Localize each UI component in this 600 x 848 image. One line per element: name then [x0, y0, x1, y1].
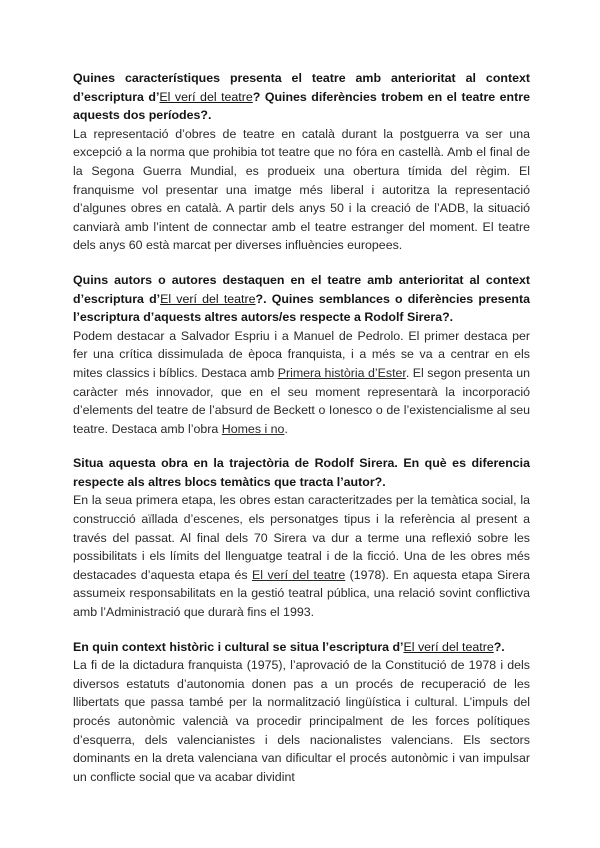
answer-text: La fi de la dictadura franquista (1975), l’aprovació de la Constitució de 1978 i dels diversos estatuts d’autonomia donen pas a un procés de recuperació de les llibertats que passa també per la normalització lingüística i cultural. L’impuls del procés autonòmic valencià va procedir principalment de les forces polítiques d’esquerra, dels valencianistes i dels nacionalistes valencians. Els sectors dominants en la dreta valenciana van dificultar el procés autonòmic i van impulsar un conflicte social que va acabar dividint [73, 658, 530, 784]
question-4 [73, 638, 530, 657]
question-1 [73, 69, 530, 125]
question-text: ? Quines diferències trobem en el teatre entre aquests dos períodes?. [73, 89, 530, 123]
title-underlined: El verí del teatre [159, 89, 253, 104]
title-underlined: El verí del teatre [160, 291, 256, 306]
answer-text: En la seua primera etapa, les obres estan caracteritzades per la temàtica social, la construcció aïllada d’escenes, els personatges tipus i la referència al present a través del passat. Al final dels 70 Sirera va dur a terme una reflexió sobre les possibilitats i els límits del llenguatge teatral i de la ficció. Una de les obres més destacades d’aquesta etapa és [73, 493, 530, 582]
answer-text: Podem destacar a Salvador Espriu i a Manuel de Pedrolo. El primer destaca per fer una crítica dissimulada de època franquista, i a més se va a centrar en els mites classics i bíblics. Destaca amb [73, 328, 530, 380]
section-3 [73, 454, 530, 621]
question-text: Situa aquesta obra en la trajectòria de Rodolf Sirera. En què es diferencia respecte als altres blocs temàtics que tracta l’autor?. [73, 456, 530, 489]
answer-4 [73, 656, 530, 786]
question-text: En quin context històric i cultural se situa l’escriptura d’ [73, 639, 404, 654]
answer-2 [73, 327, 530, 439]
section-1 [73, 69, 530, 255]
answer-1 [73, 125, 530, 255]
title-underlined: Homes i no [221, 421, 285, 436]
answer-text: . El segon presenta un caràcter més innovador, que en el seu moment representarà la incorporació d’elements del teatre de l’absurd de Beckett o Ionesco o de l’existencialisme al seu teatre. Destaca amb l’obra [73, 365, 530, 436]
section-2 [73, 271, 530, 438]
question-3 [73, 454, 530, 491]
answer-text: La representació d’obres de teatre en català durant la postguerra va ser una excepció a la norma que prohibia tot teatre que no fóra en castellà. Amb el final de la Segona Guerra Mundial, es produeix una obertura tímida del règim. El franquisme vol presentar una imatge més liberal i autoritza la representació d’algunes obres en català. A partir dels anys 50 i la creació de l’ADB, la situació canviarà amb l’intent de connectar amb el teatre estranger del moment. El teatre dels anys 60 està marcat per diverses influències europees. [73, 126, 530, 253]
title-underlined: Primera història d’Ester [277, 365, 406, 380]
section-4 [73, 638, 530, 787]
answer-text: (1978). En aquesta etapa Sirera assumeix responsabilitats en la gestió teatral pública, una relació sovint conflictiva amb l’Administració que durarà fins el 1993. [73, 567, 530, 620]
question-2 [73, 271, 530, 327]
question-text: Quines característiques presenta el teatre amb anterioritat al context d’escriptura d’ [73, 71, 530, 104]
question-text: Quins autors o autores destaquen en el teatre amb anterioritat al context d’escriptura d’ [73, 272, 530, 306]
title-underlined: El verí del teatre [251, 567, 346, 582]
question-text: ?. [493, 639, 505, 654]
answer-3 [73, 491, 530, 621]
title-underlined: El verí del teatre [403, 639, 494, 654]
question-text: ?. Quines semblances o diferències presenta l’escriptura d’aquests altres autors/es respecte a Rodolf Sirera?. [73, 291, 530, 325]
answer-text: . [284, 421, 288, 436]
